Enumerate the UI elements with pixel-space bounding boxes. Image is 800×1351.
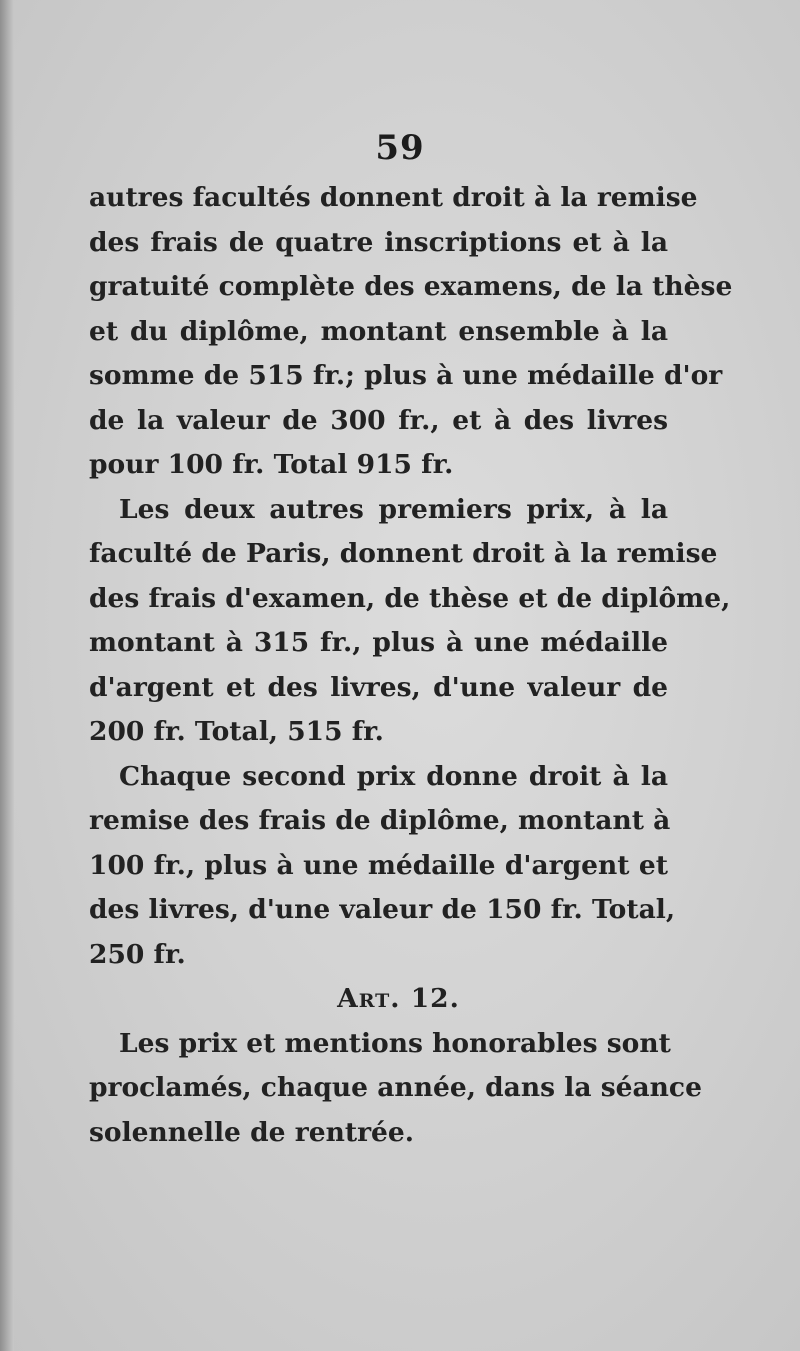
text-line: Chaque second prix donne droit à la — [119, 760, 668, 792]
text-line: 100 fr., plus à une médaille d'argent et — [89, 849, 668, 881]
text-line: 200 fr. Total, 515 fr. — [89, 716, 384, 747]
text-line: de la valeur de 300 fr., et à des livres — [89, 404, 668, 436]
text-line: solennelle de rentrée. — [89, 1116, 414, 1148]
paragraph-1 — [89, 176, 733, 488]
text-line: remise des frais de diplôme, montant à — [89, 805, 671, 836]
text-line: Les prix et mentions honorables sont — [119, 1027, 671, 1059]
text-line: d'argent et des livres, d'une valeur de — [89, 671, 668, 703]
text-line: proclamés, chaque année, dans la séance — [89, 1072, 702, 1103]
text-line: faculté de Paris, donnent droit à la remise — [89, 538, 718, 569]
paragraph-4 — [89, 1022, 702, 1156]
page-gutter-shadow — [0, 0, 14, 1351]
text-line: et du diplôme, montant ensemble à la — [89, 315, 668, 347]
text-line: Les deux autres premiers prix, à la — [119, 493, 668, 525]
text-line: des livres, d'une valeur de 150 fr. Total, — [89, 894, 676, 925]
text-line: des frais de quatre inscriptions et à la — [89, 226, 668, 258]
text-line: montant à 315 fr., plus à une médaille — [89, 627, 668, 658]
text-line: des frais d'examen, de thèse et de diplôme, — [89, 582, 731, 614]
page-number: 59 — [375, 128, 425, 168]
text-line: pour 100 fr. Total 915 fr. — [89, 449, 454, 480]
paragraph-2 — [89, 488, 731, 755]
text-line: autres facultés donnent droit à la remise — [89, 182, 698, 213]
article-heading: Art. 12. — [337, 983, 460, 1014]
text-line: somme de 515 fr.; plus à une médaille d'or — [89, 360, 723, 391]
text-line: 250 fr. — [89, 938, 186, 970]
paragraph-3 — [89, 755, 676, 978]
page-body — [89, 176, 733, 1155]
text-line: gratuité complète des examens, de la thèse — [89, 271, 733, 302]
